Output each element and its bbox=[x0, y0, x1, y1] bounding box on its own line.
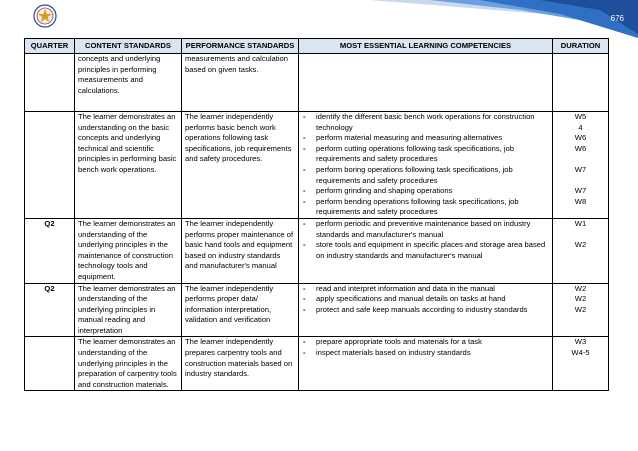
duration-value: W7 bbox=[574, 186, 587, 196]
content-standard-cell: The learner demonstrates an understanding of the underlying principles in the preparation of carpentry tools and construction materials. bbox=[75, 337, 182, 391]
duration-value: W3 bbox=[574, 337, 587, 347]
competencies-cell bbox=[299, 112, 553, 219]
competency-item: - apply specifications and manual details on tasks at hand bbox=[302, 294, 549, 305]
curriculum-table bbox=[24, 38, 609, 391]
duration-cell bbox=[553, 337, 609, 391]
content-standard-cell: The learner demonstrates an understanding on the basic concepts and underlying technical and scientific principles in performing basic bench work operations. bbox=[75, 112, 182, 219]
quarter-cell bbox=[25, 112, 75, 219]
duration-value: 4 bbox=[578, 122, 583, 132]
competency-item: - perform boring operations following task specifications, job requirements and safety procedures bbox=[302, 165, 549, 186]
performance-standard-cell: measurements and calculation based on given tasks. bbox=[182, 54, 299, 112]
performance-standard-cell: The learner independently performs basic bench work operations following task specifications, job requirements and safety procedures. bbox=[182, 112, 299, 219]
competency-item: - identify the different basic bench work operations for construction technology bbox=[302, 112, 549, 133]
competencies-cell bbox=[299, 54, 553, 112]
competency-item: - inspect materials based on industry standards bbox=[302, 348, 549, 359]
duration-value: W5 bbox=[574, 112, 587, 121]
duration-value: W8 bbox=[574, 196, 587, 206]
table-row bbox=[25, 112, 609, 219]
deped-seal-icon bbox=[33, 4, 57, 28]
competency-item: - protect and safe keep manuals according to industry standards bbox=[302, 305, 549, 316]
competencies-cell bbox=[299, 218, 553, 283]
duration-cell bbox=[553, 54, 609, 112]
duration-cell bbox=[553, 218, 609, 283]
duration-value: W4-5 bbox=[571, 348, 590, 358]
competencies-cell bbox=[299, 337, 553, 391]
quarter-cell bbox=[25, 337, 75, 391]
duration-spacer bbox=[556, 154, 605, 165]
duration-value: W1 bbox=[574, 218, 587, 228]
duration-spacer bbox=[556, 230, 605, 241]
content-standard-cell: The learner demonstrates an understanding of the underlying principles in manual reading and interpretation bbox=[75, 283, 182, 337]
duration-cell bbox=[553, 112, 609, 219]
duration-value: W7 bbox=[574, 164, 587, 174]
duration-value: W2 bbox=[574, 283, 587, 293]
column-header-quarter: QUARTER bbox=[25, 39, 75, 54]
performance-standard-cell: The learner independently prepares carpentry tools and construction materials based on industry standards. bbox=[182, 337, 299, 391]
duration-value: W6 bbox=[574, 133, 587, 143]
competency-item: - perform material measuring and measuring alternatives bbox=[302, 133, 549, 144]
content-standard-cell: concepts and underlying principles in performing measurements and calculations. bbox=[75, 54, 182, 112]
quarter-cell: Q2 bbox=[25, 283, 75, 337]
table-row bbox=[25, 218, 609, 283]
column-header-content-standards: CONTENT STANDARDS bbox=[75, 39, 182, 54]
duration-value: W2 bbox=[574, 304, 587, 314]
content-standard-cell: The learner demonstrates an understanding of the underlying principles in the maintenance of construction technology tools and equipment. bbox=[75, 218, 182, 283]
table-row bbox=[25, 283, 609, 337]
duration-cell bbox=[553, 283, 609, 337]
performance-standard-cell: The learner independently performs proper data/ information interpretation, validation and verification bbox=[182, 283, 299, 337]
quarter-cell bbox=[25, 54, 75, 112]
page-number: 676 bbox=[610, 14, 624, 23]
competency-item: - prepare appropriate tools and materials for a task bbox=[302, 337, 549, 348]
column-header-duration: DURATION bbox=[553, 39, 609, 54]
competency-item: - perform bending operations following task specifications, job requirements and safety procedures bbox=[302, 197, 549, 218]
table-header-row bbox=[25, 39, 609, 54]
performance-standard-cell: The learner independently performs proper maintenance of basic hand tools and equipment based on industry standards and manufacturer's manual bbox=[182, 218, 299, 283]
competency-item: - perform periodic and preventive maintenance based on industry standards and manufacturer's manual bbox=[302, 219, 549, 240]
competency-item: - perform cutting operations following task specifications, job requirements and safety procedures bbox=[302, 144, 549, 165]
duration-value: W2 bbox=[574, 294, 587, 304]
competency-item: - perform grinding and shaping operations bbox=[302, 186, 549, 197]
duration-spacer bbox=[556, 176, 605, 187]
competency-item: - read and interpret information and data in the manual bbox=[302, 284, 549, 295]
column-header-competencies: MOST ESSENTIAL LEARNING COMPETENCIES bbox=[299, 39, 553, 54]
competencies-cell bbox=[299, 283, 553, 337]
table-row bbox=[25, 337, 609, 391]
competency-item: - store tools and equipment in specific places and storage area based on industry standards and manufacturer's manual bbox=[302, 240, 549, 261]
column-header-performance-standards: PERFORMANCE STANDARDS bbox=[182, 39, 299, 54]
table-row bbox=[25, 54, 609, 112]
page-header bbox=[0, 0, 638, 38]
quarter-cell: Q2 bbox=[25, 218, 75, 283]
header-banner bbox=[0, 0, 638, 38]
duration-value: W6 bbox=[574, 143, 587, 153]
duration-value: W2 bbox=[574, 240, 587, 250]
